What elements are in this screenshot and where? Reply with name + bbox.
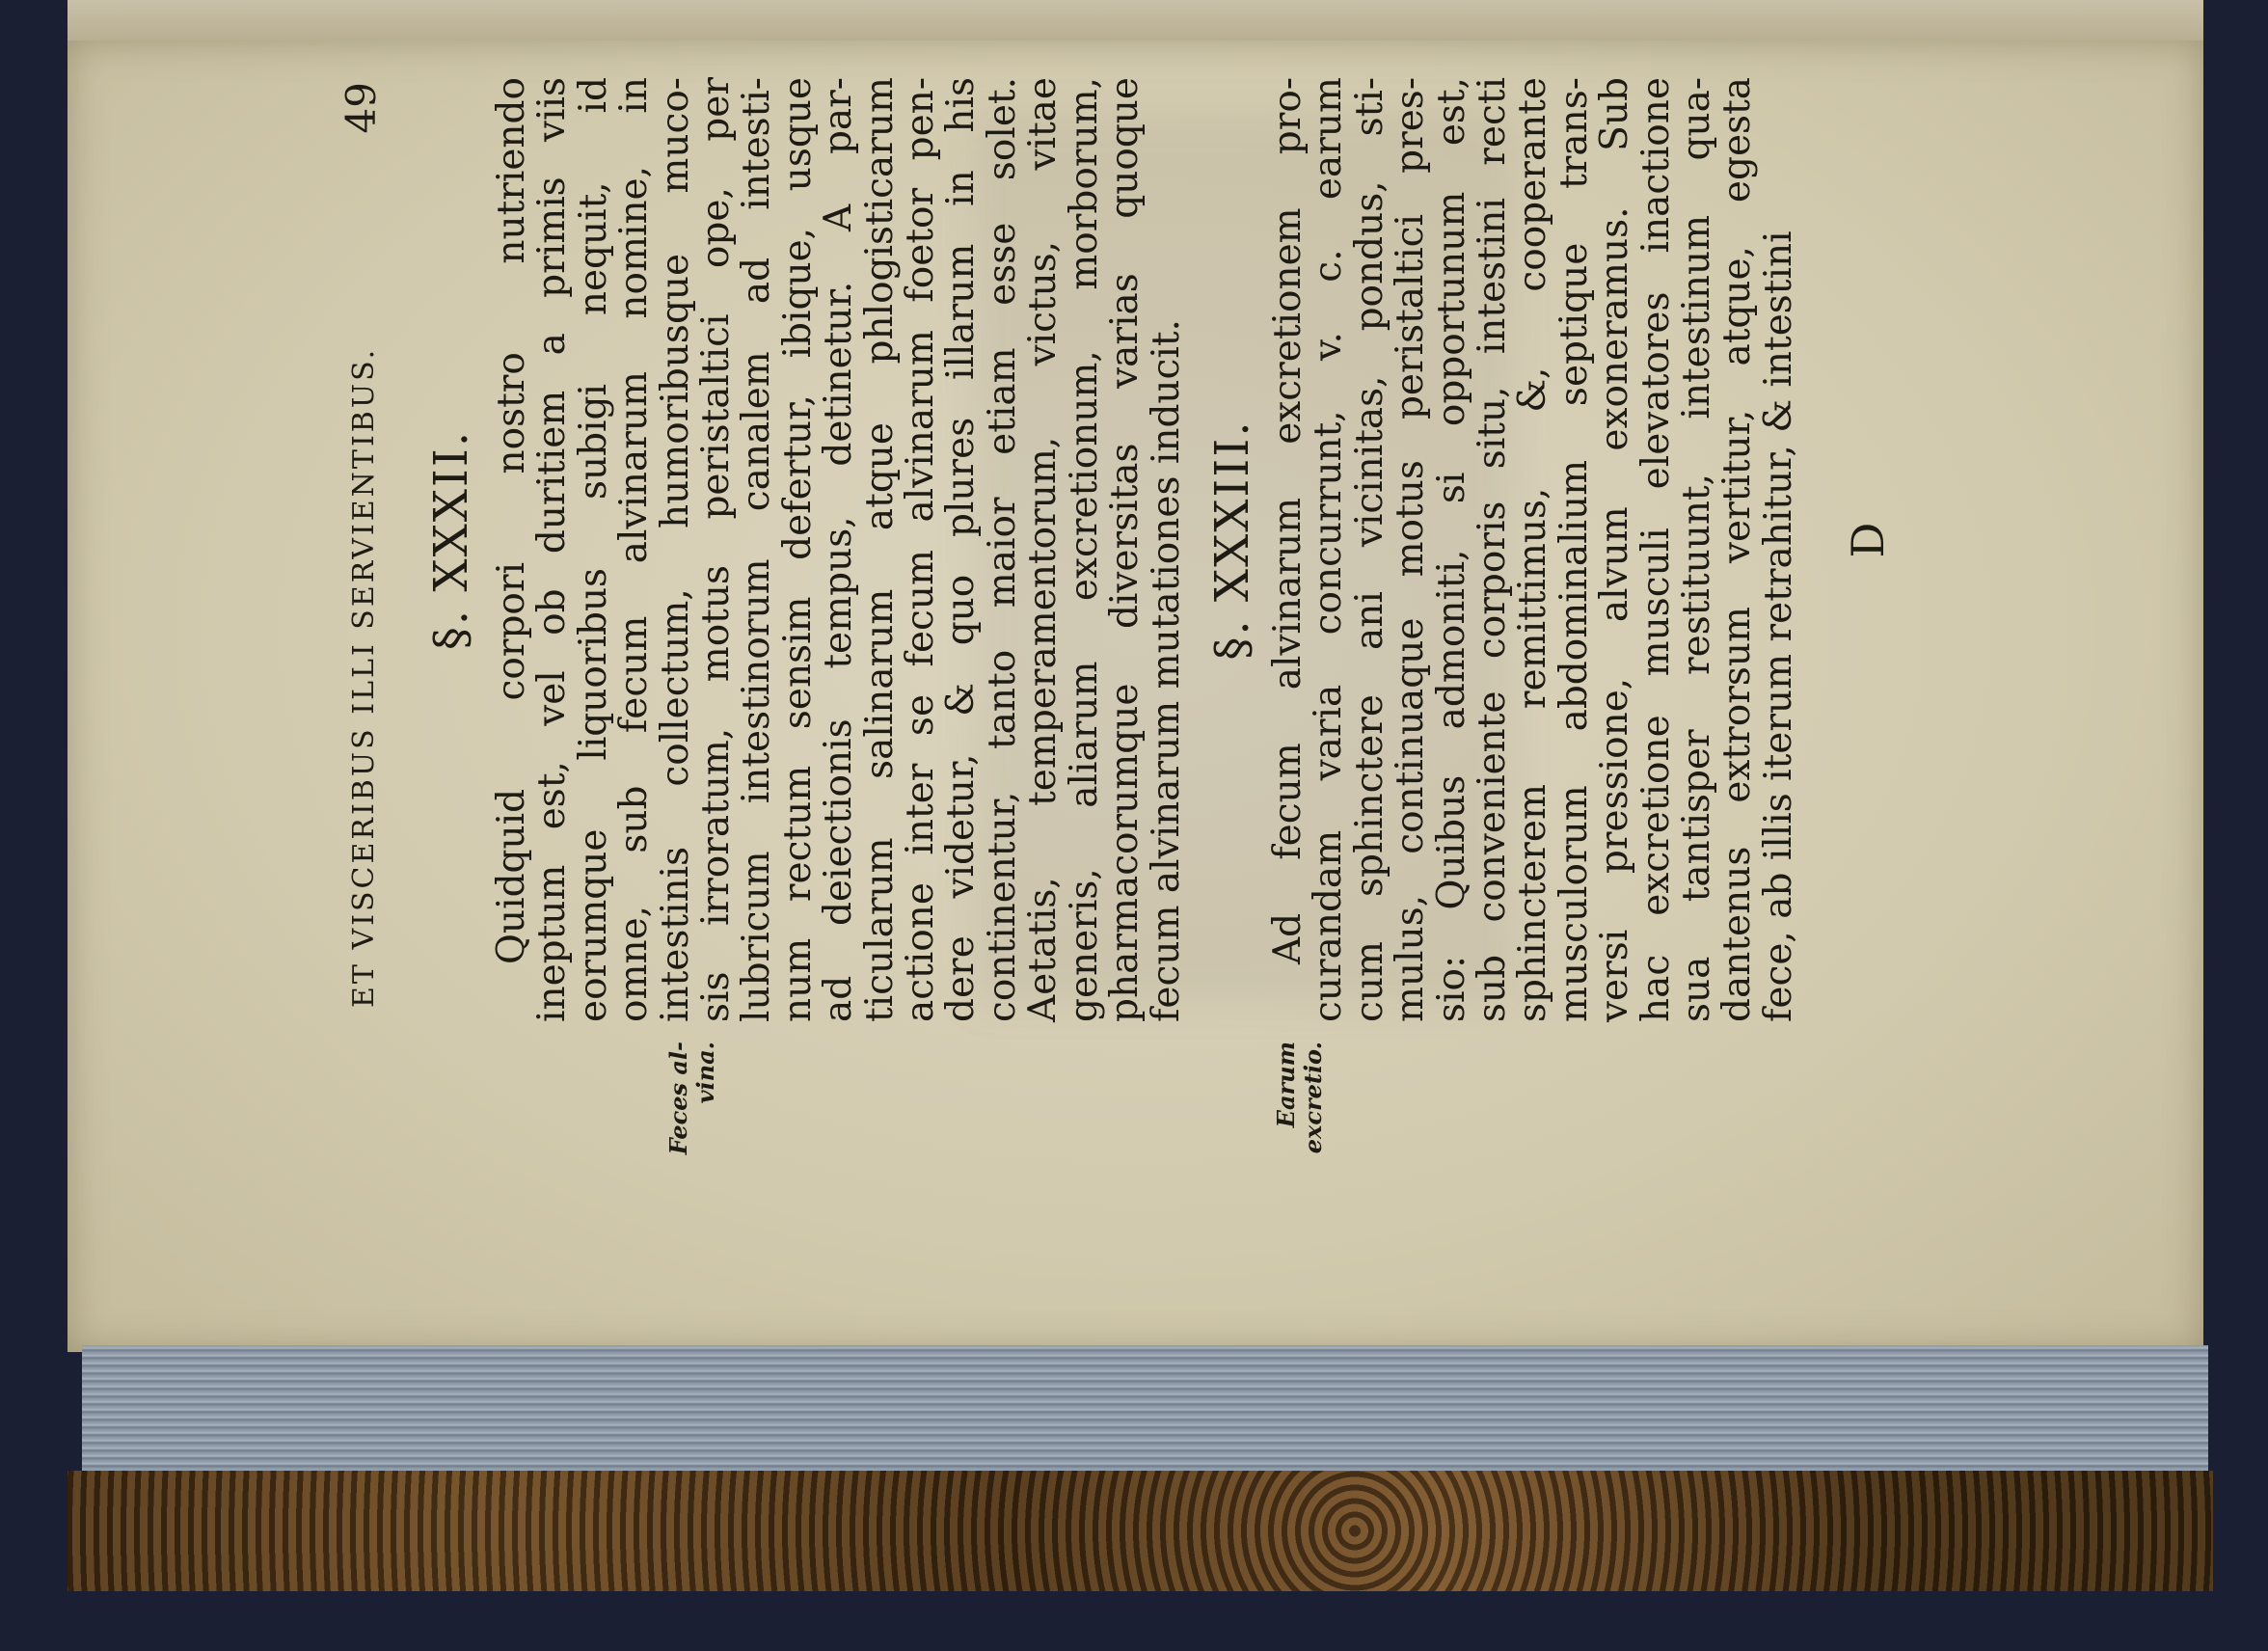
section-heading-32: §. XXXII. (424, 429, 478, 651)
text-line: musculorum abdominalium septique trans- (1552, 77, 1596, 1022)
text-line: hac excretione musculi elevatores inactione (1634, 77, 1678, 1022)
margin-note-line: Earum (1272, 1042, 1300, 1128)
text-line: ineptum est, vel ob duritiem a primis viis (530, 77, 575, 1022)
text-line: Quidquid corpori nostro nutriendo (490, 77, 533, 964)
text-line: num rectum sensim defertur, ibique, usque (775, 77, 820, 1022)
running-head-title: ET VISCERIBUS ILLI SERVIENTIBUS. (347, 346, 381, 1008)
text-line: mulus, continuaque motus peristaltici pres- (1389, 77, 1433, 1022)
text-line: sua tantisper restituunt, intestinum qua- (1675, 77, 1719, 1022)
text-line: dere videtur, & quo plures illarum in his (939, 77, 984, 1022)
text-line: Aetatis, temperamentorum, victus, vitae (1021, 77, 1066, 1022)
text-line: intestinis collectum, humoribusque muco- (653, 77, 697, 1022)
text-line: omne, sub fecum alvinarum nomine, in (612, 77, 657, 1022)
running-head (338, 72, 395, 1017)
page-number: 49 (338, 82, 385, 134)
margin-note-line: excretio. (1299, 1042, 1327, 1154)
text-line: ticularum salinarum atque phlogisticarum (857, 77, 902, 1022)
text-line: sub conveniente corporis situ, intestini recti (1471, 77, 1515, 1022)
text-line: pharmacorumque diversitas varias quoque (1103, 77, 1148, 1022)
text-line: sio: Quibus admoniti, si opportunum est, (1429, 77, 1473, 1022)
text-line: actione inter se fecum alvinarum foetor pen- (899, 77, 943, 1022)
text-line: continentur, tanto maior etiam esse solet. (980, 77, 1024, 1022)
text-line: dantenus extrorsum vertitur, atque, egesta (1715, 77, 1760, 1022)
text-line: generis, aliarum excretionum, morborum, (1062, 77, 1106, 1022)
margin-note-line: vina. (691, 1042, 719, 1104)
text-line: versi pressione, alvum exoneramus. Sub (1593, 77, 1637, 1022)
text-line: cum sphinctere ani vicinitas, pondus, sti- (1347, 77, 1391, 1022)
text-line: fece, ab illis iterum retrahitur, & intestini (1756, 230, 1800, 1022)
page-text-block (338, 58, 2073, 1155)
text-line: ad deiectionis tempus, detinetur. A par- (817, 77, 861, 1022)
text-line: eorumque liquoribus subigi nequit, id (571, 77, 615, 1022)
signature-mark: D (1842, 522, 1894, 558)
text-line: curandam varia concurrunt, v. c. earum (1307, 77, 1351, 1022)
marbled-cover (68, 1471, 2213, 1591)
text-line: sphincterem remittimus, &, cooperante (1511, 77, 1555, 1022)
text-line: fecum alvinarum mutationes inducit. (1144, 319, 1188, 1022)
facing-page-edge (68, 0, 2203, 42)
text-line: Ad fecum alvinarum excretionem pro- (1266, 77, 1310, 964)
text-line: sis irroratum, motus peristaltici ope, per (694, 77, 739, 1022)
margin-note-line: Feces al- (664, 1042, 692, 1155)
page-edges (82, 1345, 2208, 1471)
text-line: lubricum intestinorum canalem ad intesti- (735, 77, 779, 1022)
section-heading-33: §. XXXIII. (1205, 420, 1259, 661)
paragraph-32 (492, 77, 1187, 1022)
paragraph-33 (1268, 77, 1799, 1022)
